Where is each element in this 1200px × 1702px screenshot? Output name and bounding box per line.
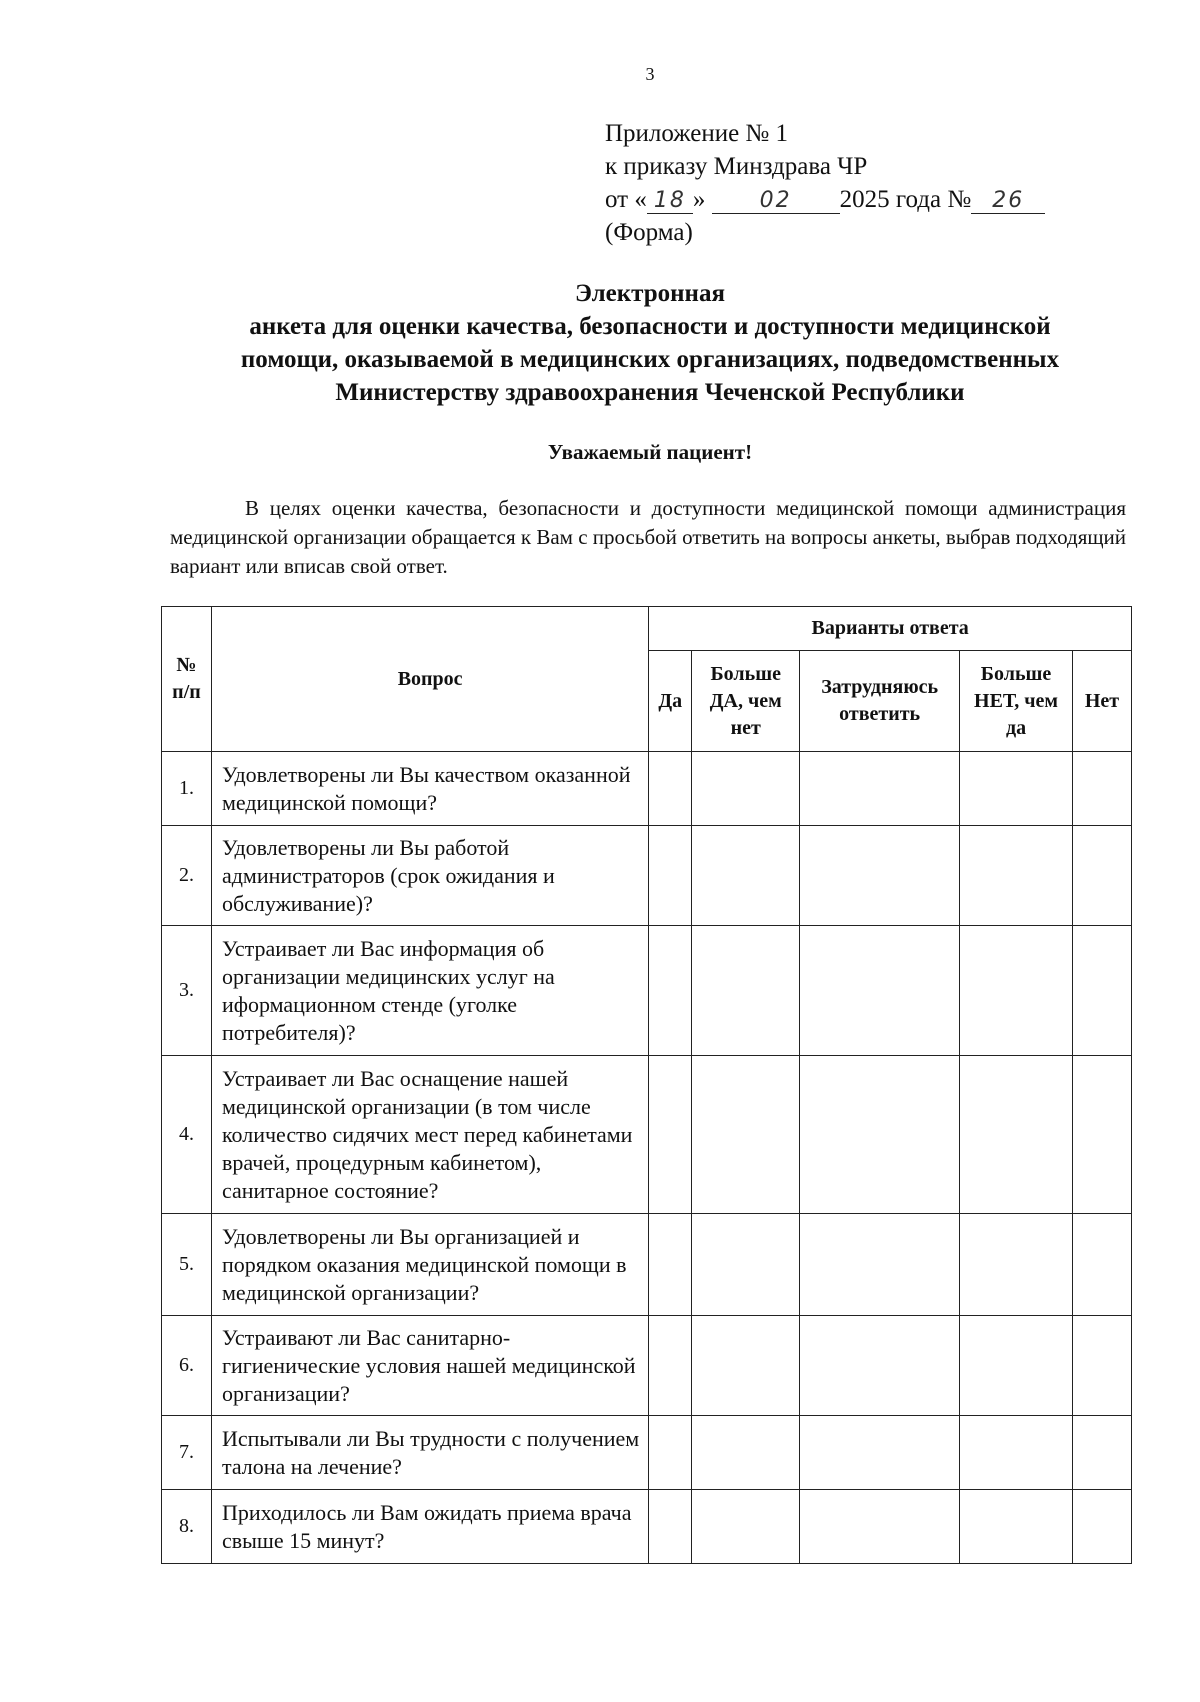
row-question: Устраивают ли Вас санитарно-гигиенические условия нашей медицинской организации? (211, 1316, 648, 1416)
answer-bolshe-net-cell[interactable] (960, 1056, 1073, 1214)
answer-da-cell[interactable] (649, 1214, 692, 1316)
row-number: 7. (162, 1416, 212, 1490)
option-bolshe-da: Больше ДА, чем нет (692, 651, 800, 752)
row-number: 5. (162, 1214, 212, 1316)
answer-bolshe-da-cell[interactable] (692, 1214, 800, 1316)
row-number: 1. (162, 752, 212, 826)
option-bolshe-net: Больше НЕТ, чем да (960, 651, 1073, 752)
answer-bolshe-net-cell[interactable] (960, 1316, 1073, 1416)
header-options: Варианты ответа (649, 607, 1132, 651)
date-prefix: от « (605, 186, 647, 213)
answer-bolshe-net-cell[interactable] (960, 1416, 1073, 1490)
row-question: Удовлетворены ли Вы качеством оказанной медицинской помощи? (211, 752, 648, 826)
answer-da-cell[interactable] (649, 1056, 692, 1214)
appendix-date (605, 183, 1045, 216)
answer-bolshe-da-cell[interactable] (692, 1316, 800, 1416)
answer-net-cell[interactable] (1073, 1316, 1132, 1416)
answer-bolshe-da-cell[interactable] (692, 1416, 800, 1490)
page-number: 3 (645, 64, 655, 84)
answer-zatrudnyayus-cell[interactable] (800, 1056, 960, 1214)
survey-table (161, 606, 1132, 1564)
row-question: Испытывали ли Вы трудности с получением талона на лечение? (211, 1416, 648, 1490)
option-net: Нет (1073, 651, 1132, 752)
appendix-order: к приказу Минздрава ЧР (605, 153, 868, 180)
answer-bolshe-net-cell[interactable] (960, 1490, 1073, 1564)
table-row (162, 1490, 1132, 1564)
answer-zatrudnyayus-cell[interactable] (800, 1416, 960, 1490)
answer-net-cell[interactable] (1073, 1056, 1132, 1214)
title-line-3: помощи, оказываемой в медицинских организациях, подведомственных (240, 346, 1060, 373)
answer-da-cell[interactable] (649, 826, 692, 926)
answer-net-cell[interactable] (1073, 1214, 1132, 1316)
answer-da-cell[interactable] (649, 1316, 692, 1416)
answer-zatrudnyayus-cell[interactable] (800, 1316, 960, 1416)
appendix-form: (Форма) (605, 219, 693, 246)
answer-net-cell[interactable] (1073, 752, 1132, 826)
intro-paragraph: В целях оценки качества, безопасности и доступности медицинской помощи администрация медицинской организации обращается к Вам с просьбой ответить на вопросы анкеты, выбрав подходящий вариант или вписав свой ответ. (170, 496, 1127, 578)
date-year: 2025 года № (839, 186, 972, 213)
row-number: 6. (162, 1316, 212, 1416)
order-number: 26 (971, 189, 1045, 214)
row-number: 3. (162, 926, 212, 1056)
appendix-block (605, 117, 1045, 249)
row-question: Устраивает ли Вас информация об организации медицинских услуг на иформационном стенде (уголке потребителя)? (211, 926, 648, 1056)
greeting: Уважаемый пациент! (547, 440, 753, 464)
title-line-1: Электронная (575, 280, 725, 307)
answer-zatrudnyayus-cell[interactable] (800, 826, 960, 926)
answer-bolshe-da-cell[interactable] (692, 826, 800, 926)
row-number: 4. (162, 1056, 212, 1214)
answer-zatrudnyayus-cell[interactable] (800, 752, 960, 826)
table-row (162, 752, 1132, 826)
row-number: 2. (162, 826, 212, 926)
title-line-4: Министерству здравоохранения Чеченской Республики (335, 379, 965, 406)
answer-da-cell[interactable] (649, 1416, 692, 1490)
row-number: 8. (162, 1490, 212, 1564)
date-mid: » (692, 186, 706, 213)
table-row (162, 926, 1132, 1056)
row-question: Удовлетворены ли Вы работой администраторов (срок ожидания и обслуживание)? (211, 826, 648, 926)
table-row (162, 1056, 1132, 1214)
answer-bolshe-da-cell[interactable] (692, 752, 800, 826)
document-title (150, 277, 1150, 409)
header-question: Вопрос (211, 607, 648, 752)
answer-bolshe-da-cell[interactable] (692, 926, 800, 1056)
header-num: № п/п (162, 607, 212, 752)
row-question: Удовлетворены ли Вы организацией и порядком оказания медицинской помощи в медицинской организации? (211, 1214, 648, 1316)
answer-net-cell[interactable] (1073, 826, 1132, 926)
answer-bolshe-net-cell[interactable] (960, 1214, 1073, 1316)
answer-da-cell[interactable] (649, 926, 692, 1056)
table-row (162, 1316, 1132, 1416)
answer-bolshe-net-cell[interactable] (960, 826, 1073, 926)
answer-zatrudnyayus-cell[interactable] (800, 1214, 960, 1316)
table-row (162, 826, 1132, 926)
answer-bolshe-net-cell[interactable] (960, 752, 1073, 826)
table-row (162, 1214, 1132, 1316)
date-month: 02 (712, 189, 840, 214)
answer-da-cell[interactable] (649, 1490, 692, 1564)
appendix-title: Приложение № 1 (605, 120, 789, 147)
table-row (162, 1416, 1132, 1490)
option-da: Да (649, 651, 692, 752)
row-question: Устраивает ли Вас оснащение нашей медицинской организации (в том числе количество сидячих мест перед кабинетами врачей, процедурным кабинетом), санитарное состояние? (211, 1056, 648, 1214)
answer-net-cell[interactable] (1073, 1490, 1132, 1564)
date-day: 18 (647, 189, 693, 214)
answer-zatrudnyayus-cell[interactable] (800, 1490, 960, 1564)
row-question: Приходилось ли Вам ожидать приема врача свыше 15 минут? (211, 1490, 648, 1564)
answer-da-cell[interactable] (649, 752, 692, 826)
title-line-2: анкета для оценки качества, безопасности и доступности медицинской (249, 313, 1051, 340)
answer-bolshe-da-cell[interactable] (692, 1490, 800, 1564)
answer-net-cell[interactable] (1073, 926, 1132, 1056)
answer-net-cell[interactable] (1073, 1416, 1132, 1490)
option-zatrudnyayus: Затрудняюсь ответить (800, 651, 960, 752)
answer-bolshe-da-cell[interactable] (692, 1056, 800, 1214)
answer-zatrudnyayus-cell[interactable] (800, 926, 960, 1056)
answer-bolshe-net-cell[interactable] (960, 926, 1073, 1056)
